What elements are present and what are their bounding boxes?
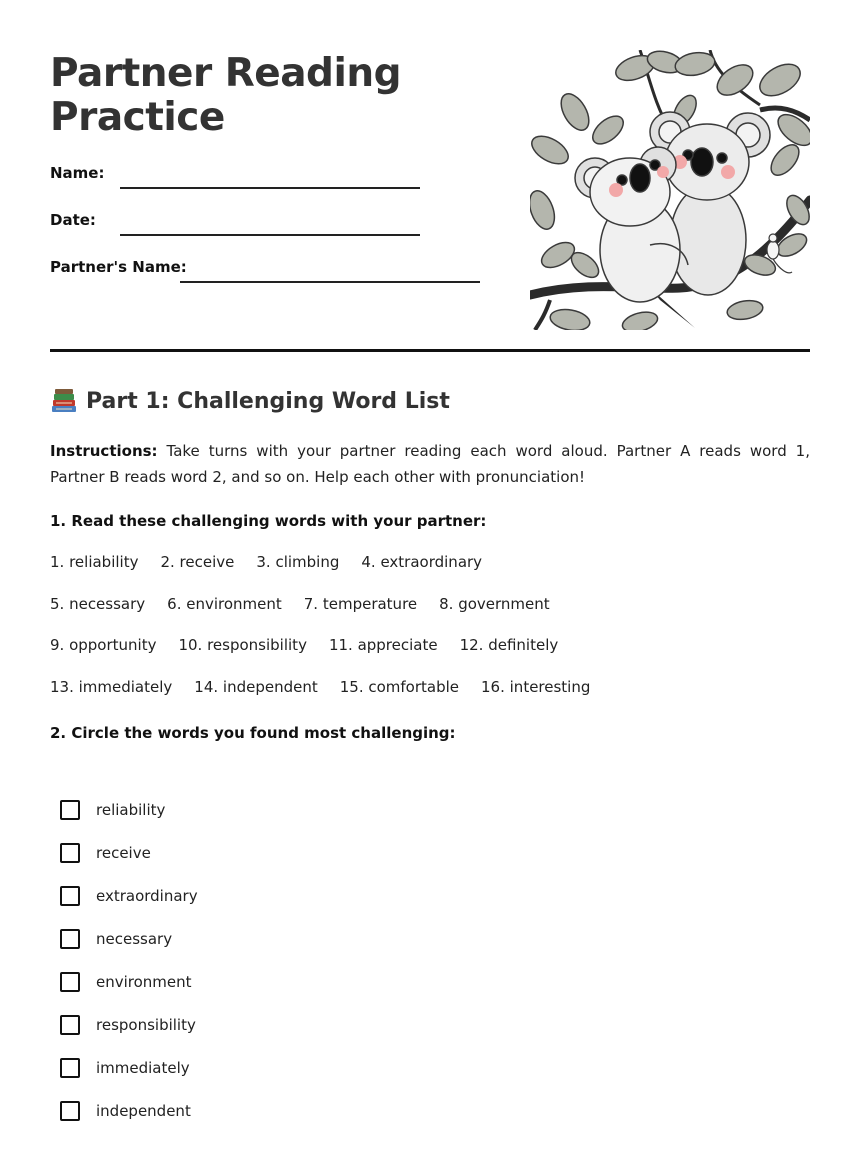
- checkbox-label: independent: [96, 1101, 191, 1120]
- word-row: [50, 553, 482, 571]
- word-item: 8. government: [439, 595, 550, 613]
- checkbox-label: receive: [96, 843, 151, 862]
- question-2: 2. Circle the words you found most challenging:: [50, 724, 456, 742]
- name-label: Name:: [50, 164, 105, 182]
- checklist-item[interactable]: [60, 1003, 198, 1046]
- part1-heading-text: Part 1: Challenging Word List: [86, 388, 450, 414]
- checkbox-label: environment: [96, 972, 192, 991]
- word-item: 7. temperature: [303, 595, 418, 613]
- word-item: 14. independent: [194, 678, 318, 696]
- checklist-item[interactable]: [60, 1089, 198, 1132]
- worksheet-title: [50, 52, 401, 140]
- checkbox[interactable]: [60, 800, 80, 820]
- date-field: [50, 211, 96, 229]
- title-line-1: Partner Reading: [50, 51, 402, 96]
- checklist-item[interactable]: [60, 1046, 198, 1089]
- checklist-item[interactable]: [60, 788, 198, 831]
- word-item: 16. interesting: [481, 678, 591, 696]
- checkbox-label: reliability: [96, 800, 166, 819]
- checkbox[interactable]: [60, 1101, 80, 1121]
- word-item: 11. appreciate: [328, 636, 438, 654]
- checklist-item[interactable]: [60, 917, 198, 960]
- koala-illustration: [530, 50, 810, 330]
- checkbox[interactable]: [60, 886, 80, 906]
- challenging-words-checklist: [60, 788, 198, 1132]
- instructions-lead: Instructions:: [50, 442, 158, 460]
- word-item: 5. necessary: [50, 595, 146, 613]
- part1-heading: [50, 388, 450, 414]
- name-field: [50, 164, 104, 182]
- checklist-item[interactable]: [60, 831, 198, 874]
- checkbox[interactable]: [60, 929, 80, 949]
- partner-name-field: [50, 258, 187, 276]
- date-label: Date:: [50, 211, 96, 229]
- books-icon: [50, 388, 78, 414]
- checkbox[interactable]: [60, 972, 80, 992]
- title-line-2: Practice: [50, 95, 225, 140]
- partner-name-label: Partner's Name:: [50, 258, 187, 276]
- word-item: 13. immediately: [50, 678, 173, 696]
- partner-name-write-line[interactable]: [180, 281, 480, 283]
- word-item: 2. receive: [160, 553, 235, 571]
- word-row: [50, 678, 590, 696]
- question-1: 1. Read these challenging words with your partner:: [50, 512, 487, 530]
- word-item: 12. definitely: [459, 636, 559, 654]
- word-item: 6. environment: [167, 595, 282, 613]
- word-item: 1. reliability: [50, 553, 139, 571]
- checkbox[interactable]: [60, 1058, 80, 1078]
- word-row: [50, 595, 550, 613]
- word-item: 9. opportunity: [50, 636, 157, 654]
- checkbox-label: necessary: [96, 929, 173, 948]
- instructions: [50, 438, 810, 490]
- word-item: 10. responsibility: [178, 636, 307, 654]
- name-write-line[interactable]: [120, 187, 420, 189]
- checkbox-label: responsibility: [96, 1015, 196, 1034]
- checkbox[interactable]: [60, 843, 80, 863]
- word-item: 15. comfortable: [339, 678, 460, 696]
- instructions-text: Take turns with your partner reading each word aloud. Partner A reads word 1, Partner B reads word 2, and so on. Help each other with pronunciation!: [50, 442, 810, 486]
- word-row: [50, 636, 558, 654]
- word-item: 3. climbing: [256, 553, 340, 571]
- date-write-line[interactable]: [120, 234, 420, 236]
- checklist-item[interactable]: [60, 874, 198, 917]
- checkbox-label: immediately: [96, 1058, 190, 1077]
- section-divider: [50, 349, 810, 352]
- checklist-item[interactable]: [60, 960, 198, 1003]
- checkbox[interactable]: [60, 1015, 80, 1035]
- word-item: 4. extraordinary: [361, 553, 483, 571]
- checkbox-label: extraordinary: [96, 886, 198, 905]
